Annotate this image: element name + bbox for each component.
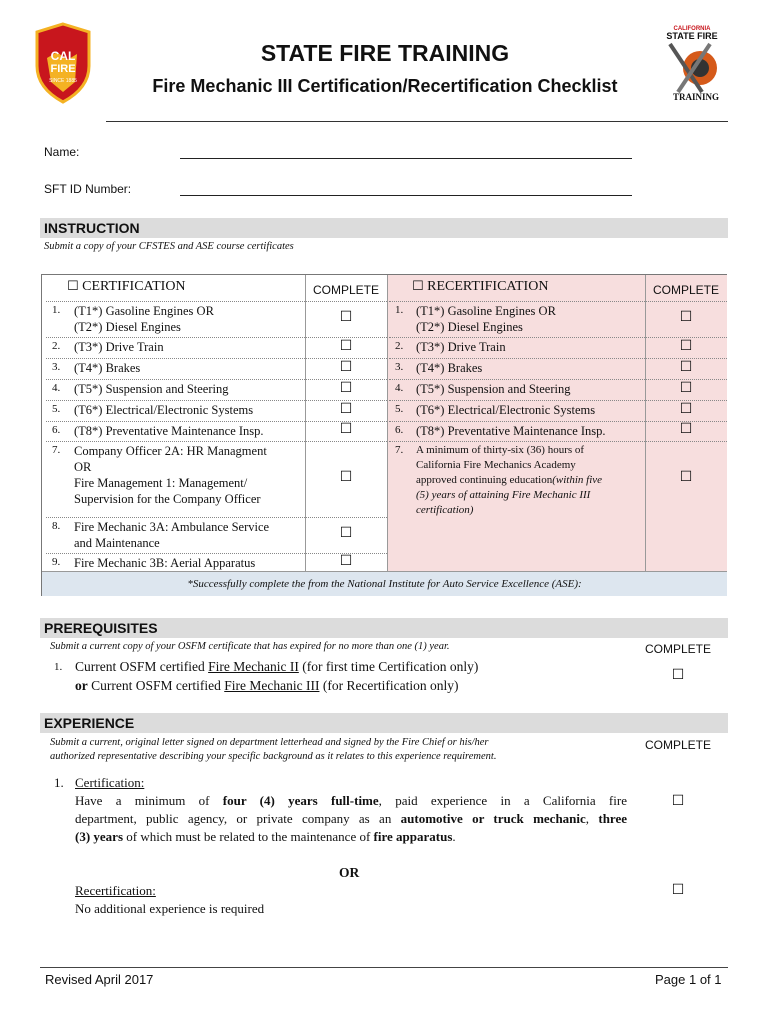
recert-row-text <box>416 303 644 335</box>
cert-row-number: 3. <box>52 361 61 373</box>
logo-since-text: SINCE 1885 <box>49 78 77 84</box>
experience-complete-header: COMPLETE <box>644 738 711 752</box>
cert-row-checkbox[interactable]: ☐ <box>339 379 353 396</box>
or-separator: OR <box>339 865 360 880</box>
cert-complete-header: COMPLETE <box>312 283 379 297</box>
recert-experience-checkbox[interactable]: ☐ <box>671 882 685 898</box>
col-divider <box>387 275 388 571</box>
cert-header <box>67 279 186 295</box>
logo-fire-text: FIRE <box>50 63 76 75</box>
row-divider <box>46 441 387 442</box>
experience-note: Submit a current, original letter signed on department letterhead and signed by the Fire Chief or his/her authorized representative describing your specific background as it relates to this experience requirement. <box>50 737 497 762</box>
experience-item-number: 1. <box>54 775 64 790</box>
recert-row-checkbox[interactable]: ☐ <box>679 400 693 417</box>
cert-row-text <box>74 360 304 376</box>
cert-row-checkbox[interactable]: ☐ <box>339 358 353 375</box>
recert-row-text <box>416 381 644 397</box>
instruction-note: Submit a copy of your CFSTES and ASE course certificates <box>44 241 294 252</box>
cert-row-checkbox[interactable]: ☐ <box>339 337 353 354</box>
prerequisites-note: Submit a current copy of your OSFM certificate that has expired for no more than one (1) year. <box>50 641 450 652</box>
recert-row-checkbox[interactable]: ☐ <box>679 337 693 354</box>
recert-row-text <box>416 360 644 376</box>
cert-row-text <box>74 555 304 571</box>
cert-row-text <box>74 423 304 439</box>
cert-row-text <box>74 303 304 335</box>
cert-row-checkbox[interactable]: ☐ <box>339 400 353 417</box>
row-divider <box>46 301 387 302</box>
recert-row-line: (T4*) Brakes <box>416 361 483 375</box>
experience-heading: EXPERIENCE <box>40 713 728 733</box>
instruction-heading: INSTRUCTION <box>40 218 728 238</box>
name-field[interactable] <box>180 158 632 159</box>
cert-row-text <box>74 339 304 355</box>
cert-row-line: Fire Mechanic 3B: Aerial Apparatus <box>74 556 256 570</box>
recert-row-line: (T1*) Gasoline Engines OR <box>416 304 556 318</box>
recert-row-number: 7. <box>395 444 404 456</box>
recert-row-text <box>416 339 644 355</box>
cert-row-text <box>74 381 304 397</box>
cert-row-number: 9. <box>52 556 61 568</box>
cert-experience-text: Have a minimum of four (4) years full-time, paid experience in a California fire department, public agency, or private company as an automotive or truck mechanic, three (3) years of which must be related to the maintenance of fire apparatus. <box>75 793 628 844</box>
recert-row-text <box>416 402 644 418</box>
recert-row-line: (T6*) Electrical/Electronic Systems <box>416 403 596 417</box>
recert-row-line: (T8*) Preventative Maintenance Insp. <box>416 424 606 438</box>
recert-row-line: (T2*) Diesel Engines <box>416 320 523 334</box>
cert-row-checkbox[interactable]: ☐ <box>339 309 353 325</box>
recert-row-number: 2. <box>395 340 404 352</box>
cert-row-text <box>74 443 304 507</box>
page-subtitle: Fire Mechanic III Certification/Recertification Checklist <box>152 76 618 96</box>
cert-row-number: 5. <box>52 403 61 415</box>
prerequisites-heading: PREREQUISITES <box>40 618 728 638</box>
cert-row-line: (T8*) Preventative Maintenance Insp. <box>74 424 264 438</box>
cert-row-line: OR <box>74 460 92 474</box>
prereq-complete-header: COMPLETE <box>644 642 711 656</box>
checkbox-icon: ☐ <box>67 279 79 294</box>
checklist-table <box>41 274 727 596</box>
recert-row-checkbox[interactable]: ☐ <box>679 309 693 325</box>
cert-row-line: Fire Management 1: Management/ <box>74 476 248 490</box>
recert-header-label: RECERTIFICATION <box>427 279 549 294</box>
ase-footnote: *Successfully complete the from the National Institute for Auto Service Excellence (ASE): <box>187 578 582 590</box>
cert-row-checkbox[interactable]: ☐ <box>339 553 353 569</box>
prereq-line-1: Current OSFM certified Fire Mechanic II (for first time Certification only) <box>75 659 479 674</box>
cert-row-number: 1. <box>52 304 61 316</box>
recert-row-line: A minimum of thirty-six (36) hours of <box>416 444 585 456</box>
recert-row-checkbox[interactable]: ☐ <box>679 421 693 437</box>
logo-state-fire-text: STATE FIRE <box>666 31 718 41</box>
prereq-line-2: or Current OSFM certified Fire Mechanic III (for Recertification only) <box>75 678 459 693</box>
recert-row-checkbox[interactable]: ☐ <box>679 469 693 485</box>
cert-row-number: 2. <box>52 340 61 352</box>
cert-row-line: (T3*) Drive Train <box>74 340 164 354</box>
cert-row-text <box>74 519 304 551</box>
footer-divider <box>40 967 728 968</box>
recert-row-line: California Fire Mechanics Academy <box>416 459 576 471</box>
cert-row-checkbox[interactable]: ☐ <box>339 421 353 437</box>
cert-experience-checkbox[interactable]: ☐ <box>671 793 685 809</box>
sft-id-label: SFT ID Number: <box>44 182 132 196</box>
cert-row-number: 8. <box>52 520 61 532</box>
cert-row-line: (T5*) Suspension and Steering <box>74 382 229 396</box>
recert-row-number: 4. <box>395 382 404 394</box>
page-title: STATE FIRE TRAINING <box>260 40 510 66</box>
logo-training-text: TRAINING <box>672 92 720 102</box>
recert-row-number: 5. <box>395 403 404 415</box>
sft-id-field[interactable] <box>180 195 632 196</box>
recert-row-text <box>416 423 644 439</box>
cert-row-line: (T4*) Brakes <box>74 361 141 375</box>
cert-row-number: 4. <box>52 382 61 394</box>
recert-row-number: 1. <box>395 304 404 316</box>
recert-header <box>412 279 548 295</box>
logo-california-text: CALIFORNIA <box>673 26 711 32</box>
recert-experience-text: No additional experience is required <box>75 901 265 916</box>
footnote-row <box>42 571 727 596</box>
fire-mechanic-ii-link[interactable]: Fire Mechanic II <box>208 659 299 674</box>
recert-row-checkbox[interactable]: ☐ <box>679 379 693 396</box>
logo-cal-text: CAL <box>50 49 76 63</box>
fire-mechanic-iii-link[interactable]: Fire Mechanic III <box>224 678 320 693</box>
row-divider <box>46 517 387 518</box>
revision-date: Revised April 2017 <box>45 972 154 987</box>
recert-row-line: approved continuing education(within five <box>416 474 603 486</box>
checkbox-icon: ☐ <box>412 279 424 294</box>
recert-complete-header: COMPLETE <box>652 283 719 297</box>
recert-experience-heading: Recertification: <box>75 883 156 898</box>
recert-row-checkbox[interactable]: ☐ <box>679 358 693 375</box>
cert-row-text <box>74 402 304 418</box>
cert-row-line: and Maintenance <box>74 536 160 550</box>
cert-row-line: (T6*) Electrical/Electronic Systems <box>74 403 254 417</box>
cert-row-line: (T1*) Gasoline Engines OR <box>74 304 214 318</box>
cert-row-line: Fire Mechanic 3A: Ambulance Service <box>74 520 270 534</box>
recert-row-number: 6. <box>395 424 404 436</box>
recert-row-line: (T5*) Suspension and Steering <box>416 382 571 396</box>
cert-row-checkbox[interactable]: ☐ <box>339 469 353 485</box>
prereq-item-number: 1. <box>54 661 63 673</box>
name-label: Name: <box>44 145 80 159</box>
row-divider <box>389 301 727 302</box>
recert-row-number: 3. <box>395 361 404 373</box>
header-divider <box>106 121 728 122</box>
prereq-checkbox[interactable]: ☐ <box>671 667 685 683</box>
recert-row-line: (5) years of attaining Fire Mechanic III <box>416 489 591 501</box>
cert-row-number: 7. <box>52 444 61 456</box>
recert-row-italic: (within five <box>552 474 603 486</box>
cert-row-checkbox[interactable]: ☐ <box>339 525 353 541</box>
row-divider <box>389 441 727 442</box>
cert-row-line: (T2*) Diesel Engines <box>74 320 181 334</box>
cert-header-label: CERTIFICATION <box>82 279 186 294</box>
recert-row-line: certification) <box>416 504 474 516</box>
cert-row-number: 6. <box>52 424 61 436</box>
cert-row-line: Supervision for the Company Officer <box>74 492 261 506</box>
page-number: Page 1 of 1 <box>655 972 722 987</box>
cert-experience-heading: Certification: <box>75 775 145 790</box>
cert-row-line: Company Officer 2A: HR Managment <box>74 444 267 458</box>
recert-row-text <box>416 443 644 518</box>
recert-row-line: (T3*) Drive Train <box>416 340 506 354</box>
